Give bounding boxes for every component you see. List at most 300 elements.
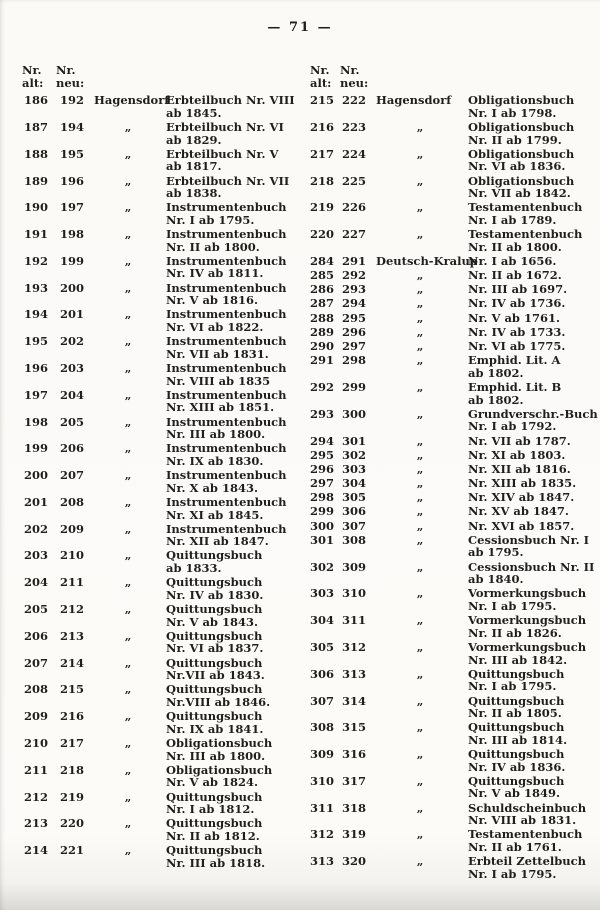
description-line: ab 1833. [166, 561, 222, 576]
table-row [310, 855, 600, 882]
ditto-mark: „ [124, 709, 132, 724]
nr-alt-value: 210 [23, 735, 48, 750]
ditto-mark: „ [124, 307, 132, 322]
header-nr-neu-line2: neu: [340, 75, 369, 90]
description-line: Quittungsbuch [166, 816, 263, 831]
description-line: Nr. III ab 1697. [468, 282, 568, 297]
table-row [22, 764, 300, 791]
table-row [22, 148, 300, 175]
left-column-rows [22, 94, 300, 871]
nr-neu-value: 192 [59, 93, 84, 108]
nr-neu-value: 226 [341, 200, 366, 215]
book-description [466, 121, 600, 146]
ditto-mark: „ [124, 602, 132, 617]
header-nr-neu-line2: neu: [56, 75, 85, 90]
description-line: Emphid. Lit. A [468, 353, 561, 368]
book-description [466, 283, 600, 296]
description-line: Vormerkungsbuch [468, 639, 587, 654]
description-line: Nr. XI ab 1803. [468, 447, 566, 462]
description-line: Testamentenbuch [468, 827, 583, 842]
nr-alt-value: 287 [310, 296, 335, 311]
description-line: Nr. IV ab 1830. [166, 587, 264, 602]
description-line: Nr. IV ab 1736. [468, 296, 566, 311]
book-description [164, 121, 300, 146]
nr-alt-value: 286 [310, 282, 335, 297]
description-line: Obligationsbuch [166, 762, 273, 777]
book-description [466, 201, 600, 226]
nr-alt-value: 309 [310, 747, 335, 762]
table-row [22, 496, 300, 523]
book-description [466, 775, 600, 800]
description-line: Quittungsbuch [166, 682, 263, 697]
ditto-mark: „ [416, 282, 424, 297]
description-line: ab 1845. [166, 105, 222, 120]
description-line: Nr. I ab 1795. [468, 599, 557, 613]
description-line: Nr. VIII ab 1835 [166, 373, 271, 388]
description-line: Nr. VI ab 1775. [468, 339, 566, 353]
nr-alt-value: 293 [310, 406, 335, 421]
ditto-mark: „ [416, 406, 424, 421]
table-row [310, 534, 600, 561]
table-row [310, 297, 600, 311]
description-line: ab 1795. [468, 545, 524, 560]
nr-neu-value: 206 [59, 441, 84, 456]
book-description [164, 362, 300, 387]
nr-alt-value: 296 [310, 461, 335, 476]
table-row [22, 416, 300, 443]
description-line: Nr. VI ab 1822. [166, 320, 264, 335]
nr-neu-value: 293 [341, 282, 366, 297]
nr-alt-value: 196 [23, 361, 48, 375]
book-description [466, 614, 600, 639]
nr-neu-value: 219 [59, 789, 84, 804]
nr-neu-value: 298 [341, 353, 366, 368]
book-description [164, 630, 300, 655]
book-description [466, 668, 600, 693]
nr-neu-value: 197 [59, 200, 84, 215]
description-line: Instrumentenbuch [166, 361, 287, 375]
book-description [466, 561, 600, 586]
table-row [310, 477, 600, 491]
book-description [466, 297, 600, 310]
table-row [22, 683, 300, 710]
nr-neu-value: 314 [341, 693, 366, 708]
nr-alt-value: 218 [310, 173, 335, 188]
description-line: Obligationsbuch [468, 119, 575, 134]
table-row [310, 802, 600, 829]
book-description [164, 549, 300, 574]
description-line: Instrumentenbuch [166, 280, 287, 295]
table-row [22, 603, 300, 630]
nr-neu-value: 318 [341, 800, 366, 815]
ditto-mark: „ [416, 800, 424, 815]
description-line: Cessionsbuch Nr. II [468, 559, 595, 574]
book-description [164, 791, 300, 816]
table-row [22, 442, 300, 469]
table-row [310, 340, 600, 354]
ditto-mark: „ [416, 227, 424, 242]
description-line: Quittungsbuch [166, 602, 263, 617]
header-nr-alt [22, 64, 56, 89]
nr-neu-value: 307 [341, 518, 366, 533]
table-row [310, 491, 600, 505]
nr-alt-value: 308 [310, 720, 335, 735]
nr-neu-value: 317 [341, 773, 366, 788]
nr-neu-value: 305 [341, 490, 366, 505]
ditto-mark: „ [124, 173, 132, 188]
left-column [0, 64, 300, 882]
table-row [310, 269, 600, 283]
ditto-mark: „ [124, 414, 132, 429]
nr-alt-value: 304 [310, 613, 335, 628]
nr-alt-value: 305 [310, 639, 335, 654]
book-description [164, 817, 300, 842]
ditto-mark: „ [124, 361, 132, 375]
ditto-mark: „ [416, 747, 424, 762]
ditto-mark: „ [124, 494, 132, 509]
table-row [310, 148, 600, 175]
description-line: Nr. IX ab 1841. [166, 721, 264, 736]
nr-alt-value: 197 [23, 387, 48, 402]
book-description [466, 175, 600, 200]
right-column-header [310, 64, 600, 89]
description-line: Nr. II ab 1800. [468, 239, 562, 254]
nr-neu-value: 200 [59, 280, 84, 295]
nr-neu-value: 315 [341, 720, 366, 735]
book-description [164, 335, 300, 360]
table-row [22, 469, 300, 496]
nr-neu-value: 302 [341, 447, 366, 462]
book-description [466, 94, 600, 119]
nr-alt-value: 294 [310, 433, 335, 448]
table-row [310, 94, 600, 121]
ditto-mark: „ [416, 379, 424, 394]
nr-alt-value: 194 [23, 307, 48, 322]
nr-neu-value: 303 [341, 461, 366, 476]
table-row [310, 775, 600, 802]
ditto-mark: „ [416, 353, 424, 368]
description-line: Nr. VII ab 1842. [468, 186, 571, 201]
description-line: Nr. I ab 1789. [468, 212, 557, 227]
nr-neu-value: 320 [341, 854, 366, 869]
nr-alt-value: 206 [23, 628, 48, 643]
ditto-mark: „ [124, 789, 132, 804]
header-nr-neu [56, 64, 96, 89]
table-row [22, 228, 300, 255]
description-line: Nr. III ab 1800. [166, 748, 266, 763]
description-line: Erbteil Zettelbuch [468, 854, 587, 869]
description-line: Instrumentenbuch [166, 227, 287, 242]
book-description [466, 449, 600, 462]
nr-alt-value: 211 [23, 762, 48, 777]
nr-alt-value: 193 [23, 280, 48, 295]
nr-alt-value: 199 [23, 441, 48, 456]
book-description [164, 496, 300, 521]
table-row [310, 641, 600, 668]
nr-neu-value: 222 [341, 93, 366, 108]
description-line: ab 1829. [166, 132, 222, 147]
table-row [310, 326, 600, 340]
nr-alt-value: 219 [310, 200, 335, 215]
book-description [164, 576, 300, 601]
description-line: Obligationsbuch [468, 173, 575, 188]
ditto-mark: „ [124, 682, 132, 697]
book-description [466, 408, 600, 433]
table-row [22, 791, 300, 818]
nr-neu-value: 194 [59, 119, 84, 134]
description-line: Nr. II ab 1672. [468, 268, 562, 283]
nr-alt-value: 217 [310, 146, 335, 161]
header-nr-alt-line2: alt: [310, 75, 332, 90]
table-row [310, 381, 600, 408]
ditto-mark: „ [124, 548, 132, 563]
nr-alt-value: 297 [310, 476, 335, 491]
ditto-mark: „ [124, 762, 132, 777]
description-line: Nr. I ab 1792. [468, 419, 557, 434]
book-description [466, 534, 600, 559]
ditto-mark: „ [124, 200, 132, 215]
table-row [22, 201, 300, 228]
table-row [310, 828, 600, 855]
book-description [164, 416, 300, 441]
description-line: Instrumentenbuch [166, 468, 287, 483]
description-line: Nr. VI ab 1836. [468, 159, 566, 174]
nr-neu-value: 300 [341, 406, 366, 421]
nr-alt-value: 285 [310, 268, 335, 283]
description-line: Nr. XIII ab 1851. [166, 400, 275, 415]
nr-alt-value: 192 [23, 253, 48, 268]
book-description [164, 94, 300, 119]
ditto-mark: „ [124, 575, 132, 590]
description-line: Erbteilbuch Nr. VI [166, 119, 284, 134]
nr-neu-value: 199 [59, 253, 84, 268]
book-description [466, 477, 600, 490]
nr-neu-value: 297 [341, 339, 366, 353]
ditto-mark: „ [124, 253, 132, 268]
description-line: Erbteilbuch Nr. V [166, 146, 279, 161]
ditto-mark: „ [124, 816, 132, 831]
nr-alt-value: 220 [310, 227, 335, 242]
book-description [466, 520, 600, 533]
nr-neu-value: 304 [341, 476, 366, 491]
table-row [22, 255, 300, 282]
nr-alt-value: 205 [23, 602, 48, 617]
description-line: Instrumentenbuch [166, 494, 287, 509]
header-nr-alt [310, 64, 340, 89]
nr-neu-value: 221 [59, 843, 84, 858]
nr-alt-value: 191 [23, 227, 48, 242]
ditto-mark: „ [416, 173, 424, 188]
book-description [164, 282, 300, 307]
table-row [22, 630, 300, 657]
ditto-mark: „ [416, 827, 424, 842]
description-line: Instrumentenbuch [166, 414, 287, 429]
nr-alt-value: 284 [310, 253, 335, 268]
nr-alt-value: 209 [23, 709, 48, 724]
book-description [466, 312, 600, 325]
table-row [22, 523, 300, 550]
nr-neu-value: 220 [59, 816, 84, 831]
description-line: Emphid. Lit. B [468, 379, 562, 394]
description-line: Instrumentenbuch [166, 307, 287, 322]
ditto-mark: „ [416, 119, 424, 134]
book-description [164, 657, 300, 682]
description-line: Nr. II ab 1812. [166, 828, 260, 843]
table-row [310, 175, 600, 202]
nr-neu-value: 204 [59, 387, 84, 402]
description-line: Instrumentenbuch [166, 441, 287, 456]
table-row [22, 94, 300, 121]
book-description [466, 721, 600, 746]
nr-alt-value: 302 [310, 559, 335, 574]
table-row [22, 710, 300, 737]
nr-neu-value: 218 [59, 762, 84, 777]
description-line: Obligationsbuch [166, 735, 273, 750]
ditto-mark: „ [416, 504, 424, 519]
nr-neu-value: 316 [341, 747, 366, 762]
nr-neu-value: 216 [59, 709, 84, 724]
nr-alt-value: 213 [23, 816, 48, 831]
nr-alt-value: 212 [23, 789, 48, 804]
nr-neu-value: 225 [341, 173, 366, 188]
header-nr-neu [340, 64, 378, 89]
nr-neu-value: 223 [341, 119, 366, 134]
description-line: Nr. I ab 1656. [468, 253, 557, 268]
description-line: Nr. III ab 1800. [166, 427, 266, 442]
description-line: Nr. I ab 1798. [468, 105, 557, 120]
nr-neu-value: 202 [59, 334, 84, 349]
table-row [310, 201, 600, 228]
ditto-mark: „ [124, 843, 132, 858]
description-line: Nr. III ab 1842. [468, 652, 568, 667]
ditto-mark: „ [416, 146, 424, 161]
book-description [164, 228, 300, 253]
nr-alt-value: 303 [310, 586, 335, 601]
table-row [310, 695, 600, 722]
table-row [22, 817, 300, 844]
description-line: Quittungsbuch [468, 773, 565, 788]
description-line: Nr. XIII ab 1835. [468, 476, 577, 491]
description-line: ab 1838. [166, 186, 222, 201]
description-line: Schuldscheinbuch [468, 800, 587, 815]
description-line: Quittungsbuch [166, 548, 263, 563]
table-row [22, 308, 300, 335]
header-nr-alt-line2: alt: [22, 75, 44, 90]
description-line: Nr. V ab 1843. [166, 614, 258, 629]
nr-alt-value: 310 [310, 773, 335, 788]
table-row [310, 408, 600, 435]
table-row [310, 354, 600, 381]
table-row [310, 668, 600, 695]
nr-alt-value: 312 [310, 827, 335, 842]
description-line: Nr. II ab 1826. [468, 625, 562, 640]
nr-neu-value: 210 [59, 548, 84, 563]
ditto-mark: „ [124, 655, 132, 670]
description-line: Nr. XII ab 1816. [468, 461, 571, 476]
description-line: Quittungsbuch [468, 747, 565, 762]
book-description [164, 148, 300, 173]
description-line: Testamentenbuch [468, 200, 583, 215]
ditto-mark: „ [124, 735, 132, 750]
book-description [164, 201, 300, 226]
nr-alt-value: 307 [310, 693, 335, 708]
book-description [466, 340, 600, 353]
ditto-mark: „ [416, 666, 424, 681]
description-line: Quittungsbuch [166, 655, 263, 670]
nr-neu-value: 309 [341, 559, 366, 574]
description-line: Cessionsbuch Nr. I [468, 532, 589, 547]
table-row [22, 737, 300, 764]
table-row [22, 576, 300, 603]
nr-neu-value: 294 [341, 296, 366, 311]
description-line: Nr. I ab 1795. [468, 866, 557, 881]
nr-alt-value: 306 [310, 666, 335, 681]
description-line: Quittungsbuch [468, 693, 565, 708]
book-description [164, 523, 300, 548]
table-row [310, 587, 600, 614]
book-description [466, 463, 600, 476]
nr-alt-value: 298 [310, 490, 335, 505]
nr-neu-value: 310 [341, 586, 366, 601]
nr-neu-value: 212 [59, 602, 84, 617]
nr-alt-value: 198 [23, 414, 48, 429]
ditto-mark: „ [124, 441, 132, 456]
nr-neu-value: 196 [59, 173, 84, 188]
ditto-mark: „ [416, 200, 424, 215]
place-name: Hagensdorf [94, 93, 170, 108]
book-description [466, 381, 600, 406]
ditto-mark: „ [416, 476, 424, 491]
right-column [300, 64, 600, 882]
ditto-mark: „ [416, 518, 424, 533]
description-line: Nr. IV ab 1836. [468, 759, 566, 774]
nr-neu-value: 301 [341, 433, 366, 448]
description-line: Instrumentenbuch [166, 387, 287, 402]
book-description [164, 175, 300, 200]
table-row [310, 748, 600, 775]
nr-alt-value: 214 [23, 843, 48, 858]
nr-neu-value: 217 [59, 735, 84, 750]
ditto-mark: „ [124, 146, 132, 161]
nr-neu-value: 312 [341, 639, 366, 654]
table-row [22, 362, 300, 389]
book-description [164, 844, 300, 869]
ditto-mark: „ [416, 310, 424, 325]
ditto-mark: „ [124, 280, 132, 295]
table-row [310, 435, 600, 449]
book-description [466, 828, 600, 853]
ditto-mark: „ [416, 447, 424, 462]
book-description [164, 603, 300, 628]
table-row [22, 282, 300, 309]
book-description [466, 148, 600, 173]
nr-neu-value: 203 [59, 361, 84, 375]
book-description [466, 587, 600, 612]
description-line: Instrumentenbuch [166, 253, 287, 268]
description-line: Quittungsbuch [166, 575, 263, 590]
nr-alt-value: 215 [310, 93, 335, 108]
table-row [22, 844, 300, 871]
table-row [22, 335, 300, 362]
description-line: Nr. III ab 1814. [468, 732, 568, 747]
nr-neu-value: 227 [341, 227, 366, 242]
nr-neu-value: 195 [59, 146, 84, 161]
book-description [164, 683, 300, 708]
description-line: Nr. VII ab 1831. [166, 346, 269, 361]
table-row [310, 283, 600, 297]
header-nr-alt-line1: Nr. [310, 63, 330, 77]
table-row [310, 121, 600, 148]
